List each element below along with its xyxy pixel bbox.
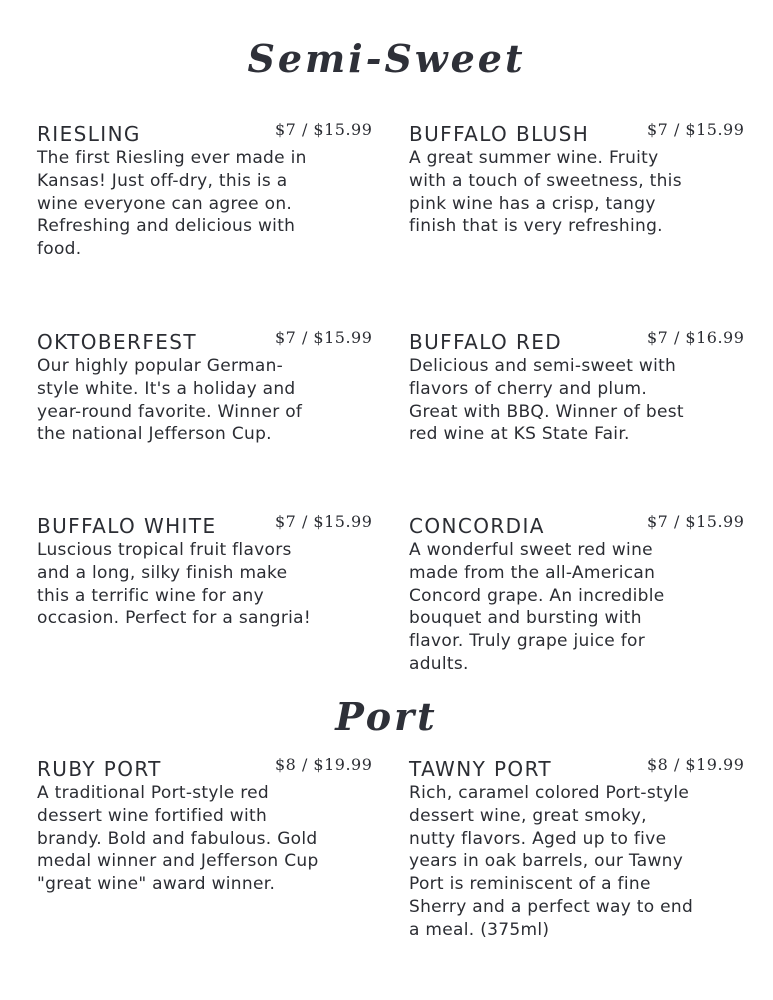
item-price: $7 / $15.99 [647,120,745,139]
item-description: The first Riesling ever made in Kansas! Just off-dry, this is a wine everyone can agree on. Refreshing and delicious with food. [37,148,307,260]
item-price: $7 / $15.99 [275,120,373,139]
item-name: CONCORDIA [409,514,545,538]
item-price: $7 / $15.99 [275,328,373,347]
item-description: Luscious tropical fruit flavors and a long, silky finish make this a terrific wine for any occasion. Perfect for a sangria! [37,540,312,629]
item-name: TAWNY PORT [409,757,553,781]
section-title-port: Port [335,694,438,739]
item-description: Rich, caramel colored Port-style dessert wine, great smoky, nutty flavors. Aged up to five years in oak barrels, our Tawny Port is reminiscent of a fine Sherry and a perfect way to end a meal. (375ml) [409,783,694,940]
item-name: BUFFALO RED [409,330,563,354]
item-description: A wonderful sweet red wine made from the all-American Concord grape. An incredible bouquet and bursting with flavor. Truly grape juice for adults. [409,540,665,674]
item-price: $7 / $15.99 [275,512,373,531]
item-name: OKTOBERFEST [37,330,197,354]
item-description: A traditional Port-style red dessert wine fortified with brandy. Bold and fabulous. Gold medal winner and Jefferson Cup "great wine" award winner. [37,783,319,895]
item-price: $8 / $19.99 [647,755,745,774]
item-price: $8 / $19.99 [275,755,373,774]
item-name: RIESLING [37,122,141,146]
item-description: Delicious and semi-sweet with flavors of cherry and plum. Great with BBQ. Winner of best red wine at KS State Fair. [409,356,684,445]
item-description: A great summer wine. Fruity with a touch of sweetness, this pink wine has a crisp, tangy finish that is very refreshing. [409,148,682,237]
item-description: Our highly popular German-style white. It's a holiday and year-round favorite. Winner of the national Jefferson Cup. [37,356,303,445]
item-price: $7 / $15.99 [647,512,745,531]
item-name: RUBY PORT [37,757,162,781]
section-title-semi-sweet: Semi-Sweet [247,36,526,81]
item-name: BUFFALO BLUSH [409,122,590,146]
item-price: $7 / $16.99 [647,328,745,347]
item-name: BUFFALO WHITE [37,514,217,538]
